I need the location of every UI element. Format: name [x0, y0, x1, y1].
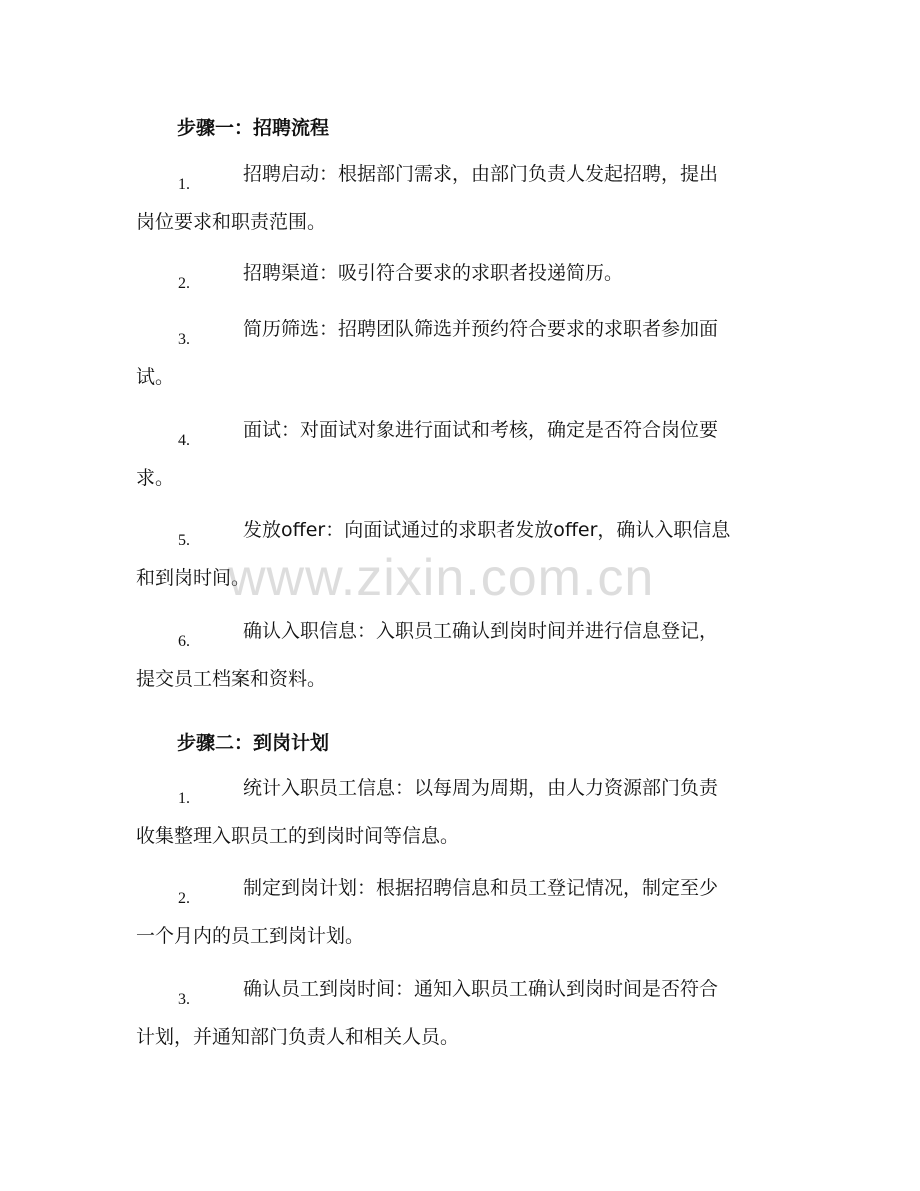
item-number: 4.: [178, 432, 190, 449]
item-number: 1.: [178, 790, 190, 807]
section-2-item-2: [136, 874, 786, 961]
item-text-line-2: 一个月内的员工到岗计划。: [136, 925, 365, 947]
section-1-item-6: [136, 617, 786, 704]
section-2-item-3: [136, 975, 786, 1062]
section-1-item-4: [136, 416, 786, 503]
section-1-item-5: [136, 516, 786, 603]
section-1-heading: 步骤一：招聘流程: [177, 117, 330, 139]
item-number: 3.: [178, 331, 190, 348]
item-number: 2.: [178, 890, 190, 907]
item-text-line-2: 计划，并通知部门负责人和相关人员。: [136, 1026, 460, 1048]
section-2-heading: 步骤二：到岗计划: [177, 732, 330, 754]
section-1-item-1: [136, 160, 786, 247]
item-number: 3.: [178, 991, 190, 1008]
item-text-line-1: 确认员工到岗时间：通知入职员工确认到岗时间是否符合: [243, 978, 719, 1000]
item-text-line-1: 招聘渠道：吸引符合要求的求职者投递简历。: [243, 262, 624, 284]
item-text-line-2: 求。: [136, 467, 175, 489]
section-1-item-3: [136, 315, 786, 402]
section-1-item-2: [136, 259, 786, 298]
item-number: 5.: [178, 532, 190, 549]
item-number: 1.: [178, 176, 190, 193]
item-text-line-2: 提交员工档案和资料。: [136, 668, 327, 690]
item-text-line-2: 收集整理入职员工的到岗时间等信息。: [136, 825, 460, 847]
item-text-line-2: 和到岗时间。: [136, 567, 251, 589]
item-text-line-2: 岗位要求和职责范围。: [136, 211, 327, 233]
item-text-line-1: 确认入职信息：入职员工确认到岗时间并进行信息登记，: [243, 620, 719, 642]
item-text-line-2: 试。: [136, 366, 175, 388]
section-2-item-1: [136, 774, 786, 861]
item-text-line-1: 统计入职员工信息：以每周为周期，由人力资源部门负责: [243, 777, 719, 799]
item-text-line-1: 简历筛选：招聘团队筛选并预约符合要求的求职者参加面: [243, 318, 719, 340]
item-number: 6.: [178, 633, 190, 650]
item-text-line-1: 发放offer：向面试通过的求职者发放offer，确认入职信息: [243, 519, 731, 541]
item-text-line-1: 制定到岗计划：根据招聘信息和员工登记情况，制定至少: [243, 877, 719, 899]
item-number: 2.: [178, 275, 190, 292]
item-text-line-1: 面试：对面试对象进行面试和考核，确定是否符合岗位要: [243, 419, 719, 441]
item-text-line-1: 招聘启动：根据部门需求，由部门负责人发起招聘，提出: [243, 163, 719, 185]
watermark-text: www.zixin.com.cn: [228, 549, 655, 607]
